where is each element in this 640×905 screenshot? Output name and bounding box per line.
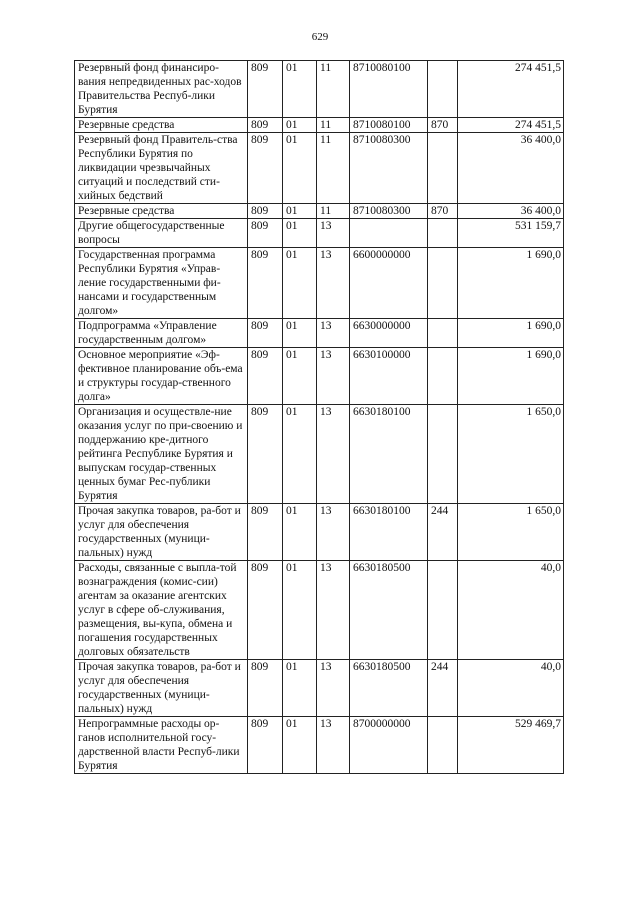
section-code-cell: 01 bbox=[283, 405, 317, 504]
subsection-code-cell: 13 bbox=[317, 717, 350, 774]
target-article-code-cell: 6630180100 bbox=[350, 504, 428, 561]
expense-name-cell: Резервные средства bbox=[75, 204, 248, 219]
target-article-code-cell: 8700000000 bbox=[350, 717, 428, 774]
amount-cell: 1 690,0 bbox=[458, 348, 564, 405]
amount-cell: 1 690,0 bbox=[458, 248, 564, 319]
expense-name-cell: Непрограммные расходы ор-ганов исполнительной госу-дарственной власти Респуб-лики Бурятия bbox=[75, 717, 248, 774]
budget-table-body bbox=[75, 61, 564, 774]
subsection-code-cell: 13 bbox=[317, 504, 350, 561]
expense-name-cell: Расходы, связанные с выпла-той вознаграждения (комис-сии) агентам за оказание агентских услуг в сфере об-служивания, размещения, вы-купа, обмена и погашения государственных долговых обязательств bbox=[75, 561, 248, 660]
table-row bbox=[75, 319, 564, 348]
department-code-cell: 809 bbox=[248, 61, 283, 118]
expense-name-cell: Государственная программа Республики Бурятия «Управ-ление государственными фи-нансами и государственным долгом» bbox=[75, 248, 248, 319]
subsection-code-cell: 13 bbox=[317, 319, 350, 348]
expense-name-cell: Другие общегосударственные вопросы bbox=[75, 219, 248, 248]
expense-name-cell: Резервные средства bbox=[75, 118, 248, 133]
expense-name-cell: Прочая закупка товаров, ра-бот и услуг для обеспечения государственных (муници-пальных) нужд bbox=[75, 660, 248, 717]
budget-table bbox=[74, 60, 564, 774]
expense-type-code-cell bbox=[428, 319, 458, 348]
expense-name-cell: Организация и осуществле-ние оказания услуг по при-своению и поддержанию кре-дитного рейтинга Республике Бурятия и выпускам государ-ственных ценных бумаг Рес-публики Бурятия bbox=[75, 405, 248, 504]
amount-cell: 531 159,7 bbox=[458, 219, 564, 248]
expense-type-code-cell bbox=[428, 561, 458, 660]
section-code-cell: 01 bbox=[283, 133, 317, 204]
section-code-cell: 01 bbox=[283, 561, 317, 660]
subsection-code-cell: 13 bbox=[317, 248, 350, 319]
table-row bbox=[75, 405, 564, 504]
amount-cell: 36 400,0 bbox=[458, 133, 564, 204]
table-row bbox=[75, 717, 564, 774]
section-code-cell: 01 bbox=[283, 219, 317, 248]
expense-name-cell: Прочая закупка товаров, ра-бот и услуг для обеспечения государственных (муници-пальных) нужд bbox=[75, 504, 248, 561]
department-code-cell: 809 bbox=[248, 717, 283, 774]
expense-type-code-cell bbox=[428, 717, 458, 774]
section-code-cell: 01 bbox=[283, 319, 317, 348]
table-row bbox=[75, 118, 564, 133]
department-code-cell: 809 bbox=[248, 348, 283, 405]
department-code-cell: 809 bbox=[248, 133, 283, 204]
expense-type-code-cell bbox=[428, 248, 458, 319]
amount-cell: 1 690,0 bbox=[458, 319, 564, 348]
target-article-code-cell: 6630180500 bbox=[350, 660, 428, 717]
target-article-code-cell: 6630180100 bbox=[350, 405, 428, 504]
department-code-cell: 809 bbox=[248, 504, 283, 561]
section-code-cell: 01 bbox=[283, 348, 317, 405]
subsection-code-cell: 11 bbox=[317, 61, 350, 118]
section-code-cell: 01 bbox=[283, 204, 317, 219]
target-article-code-cell: 6630000000 bbox=[350, 319, 428, 348]
subsection-code-cell: 11 bbox=[317, 118, 350, 133]
expense-type-code-cell: 244 bbox=[428, 660, 458, 717]
target-article-code-cell: 8710080300 bbox=[350, 133, 428, 204]
department-code-cell: 809 bbox=[248, 118, 283, 133]
amount-cell: 274 451,5 bbox=[458, 118, 564, 133]
amount-cell: 40,0 bbox=[458, 561, 564, 660]
table-row bbox=[75, 133, 564, 204]
target-article-code-cell: 6630180500 bbox=[350, 561, 428, 660]
table-row bbox=[75, 348, 564, 405]
subsection-code-cell: 13 bbox=[317, 660, 350, 717]
subsection-code-cell: 13 bbox=[317, 348, 350, 405]
amount-cell: 274 451,5 bbox=[458, 61, 564, 118]
department-code-cell: 809 bbox=[248, 219, 283, 248]
expense-type-code-cell bbox=[428, 348, 458, 405]
table-row bbox=[75, 219, 564, 248]
subsection-code-cell: 11 bbox=[317, 133, 350, 204]
section-code-cell: 01 bbox=[283, 118, 317, 133]
expense-type-code-cell: 870 bbox=[428, 118, 458, 133]
department-code-cell: 809 bbox=[248, 319, 283, 348]
subsection-code-cell: 13 bbox=[317, 561, 350, 660]
expense-type-code-cell: 244 bbox=[428, 504, 458, 561]
amount-cell: 1 650,0 bbox=[458, 405, 564, 504]
page-number: 629 bbox=[311, 31, 329, 43]
section-code-cell: 01 bbox=[283, 660, 317, 717]
expense-name-cell: Резервный фонд Правитель-ства Республики Бурятия по ликвидации чрезвычайных ситуаций и последствий сти-хийных бедствий bbox=[75, 133, 248, 204]
amount-cell: 36 400,0 bbox=[458, 204, 564, 219]
expense-name-cell: Подпрограмма «Управление государственным долгом» bbox=[75, 319, 248, 348]
department-code-cell: 809 bbox=[248, 561, 283, 660]
amount-cell: 1 650,0 bbox=[458, 504, 564, 561]
table-row bbox=[75, 248, 564, 319]
department-code-cell: 809 bbox=[248, 248, 283, 319]
expense-name-cell: Основное мероприятие «Эф-фективное планирование объ-ема и структуры государ-ственного долга» bbox=[75, 348, 248, 405]
expense-type-code-cell: 870 bbox=[428, 204, 458, 219]
department-code-cell: 809 bbox=[248, 204, 283, 219]
target-article-code-cell: 8710080100 bbox=[350, 118, 428, 133]
target-article-code-cell: 6630100000 bbox=[350, 348, 428, 405]
subsection-code-cell: 11 bbox=[317, 204, 350, 219]
section-code-cell: 01 bbox=[283, 248, 317, 319]
department-code-cell: 809 bbox=[248, 405, 283, 504]
target-article-code-cell: 8710080100 bbox=[350, 61, 428, 118]
expense-type-code-cell bbox=[428, 61, 458, 118]
section-code-cell: 01 bbox=[283, 61, 317, 118]
target-article-code-cell: 8710080300 bbox=[350, 204, 428, 219]
expense-type-code-cell bbox=[428, 405, 458, 504]
amount-cell: 40,0 bbox=[458, 660, 564, 717]
subsection-code-cell: 13 bbox=[317, 405, 350, 504]
table-row bbox=[75, 561, 564, 660]
table-row bbox=[75, 61, 564, 118]
subsection-code-cell: 13 bbox=[317, 219, 350, 248]
table-row bbox=[75, 204, 564, 219]
expense-type-code-cell bbox=[428, 219, 458, 248]
department-code-cell: 809 bbox=[248, 660, 283, 717]
target-article-code-cell: 6600000000 bbox=[350, 248, 428, 319]
expense-type-code-cell bbox=[428, 133, 458, 204]
amount-cell: 529 469,7 bbox=[458, 717, 564, 774]
section-code-cell: 01 bbox=[283, 717, 317, 774]
table-row bbox=[75, 504, 564, 561]
table-row bbox=[75, 660, 564, 717]
target-article-code-cell bbox=[350, 219, 428, 248]
expense-name-cell: Резервный фонд финансиро-вания непредвиденных рас-ходов Правительства Респуб-лики Бурятия bbox=[75, 61, 248, 118]
section-code-cell: 01 bbox=[283, 504, 317, 561]
